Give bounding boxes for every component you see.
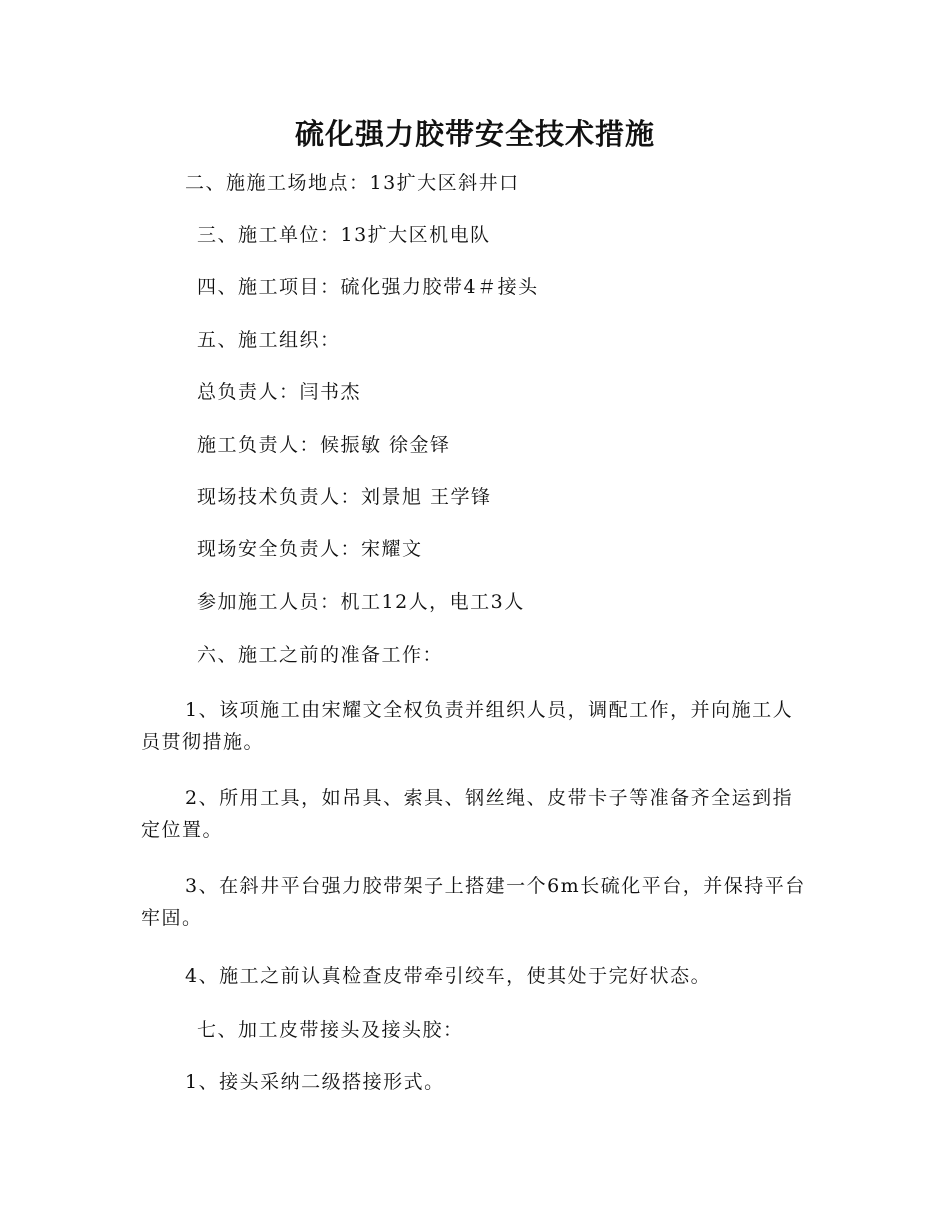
preparation-heading: 六、施工之前的准备工作： [197,644,444,666]
document-title: 硫化强力胶带安全技术措施 [294,117,655,151]
construction-project-line: 四、施工项目：硫化强力胶带4＃接头 [197,276,539,298]
organization-heading: 五、施工组织： [197,329,341,351]
joint-item-1: 1、接头采纳二级搭接形式。 [185,1071,445,1093]
construction-leader-line: 施工负责人：候振敏 徐金铎 [197,434,451,456]
preparation-item-1: 1、该项施工由宋耀文全权负责并组织人员，调配工作，并向施工人员贯彻措施。 [141,699,794,753]
preparation-item-2: 2、所用工具，如吊具、索具、钢丝绳、皮带卡子等准备齐全运到指定位置。 [141,787,794,841]
preparation-item-3: 3、在斜井平台强力胶带架子上搭建一个6m长硫化平台，并保持平台牢固。 [141,875,806,929]
general-manager-line: 总负责人：闫书杰 [197,381,362,403]
personnel-line: 参加施工人员：机工12人，电工3人 [197,591,525,613]
joint-processing-heading: 七、加工皮带接头及接头胶： [197,1019,464,1041]
safety-leader-line: 现场安全负责人：宋耀文 [197,538,423,560]
preparation-item-4: 4、施工之前认真检查皮带牵引绞车，使其处于完好状态。 [185,965,712,987]
construction-unit-line: 三、施工单位：13扩大区机电队 [197,224,491,246]
technical-leader-line: 现场技术负责人：刘景旭 王学锋 [197,486,492,508]
site-location-line: 二、施施工场地点：13扩大区斜井口 [185,172,520,194]
